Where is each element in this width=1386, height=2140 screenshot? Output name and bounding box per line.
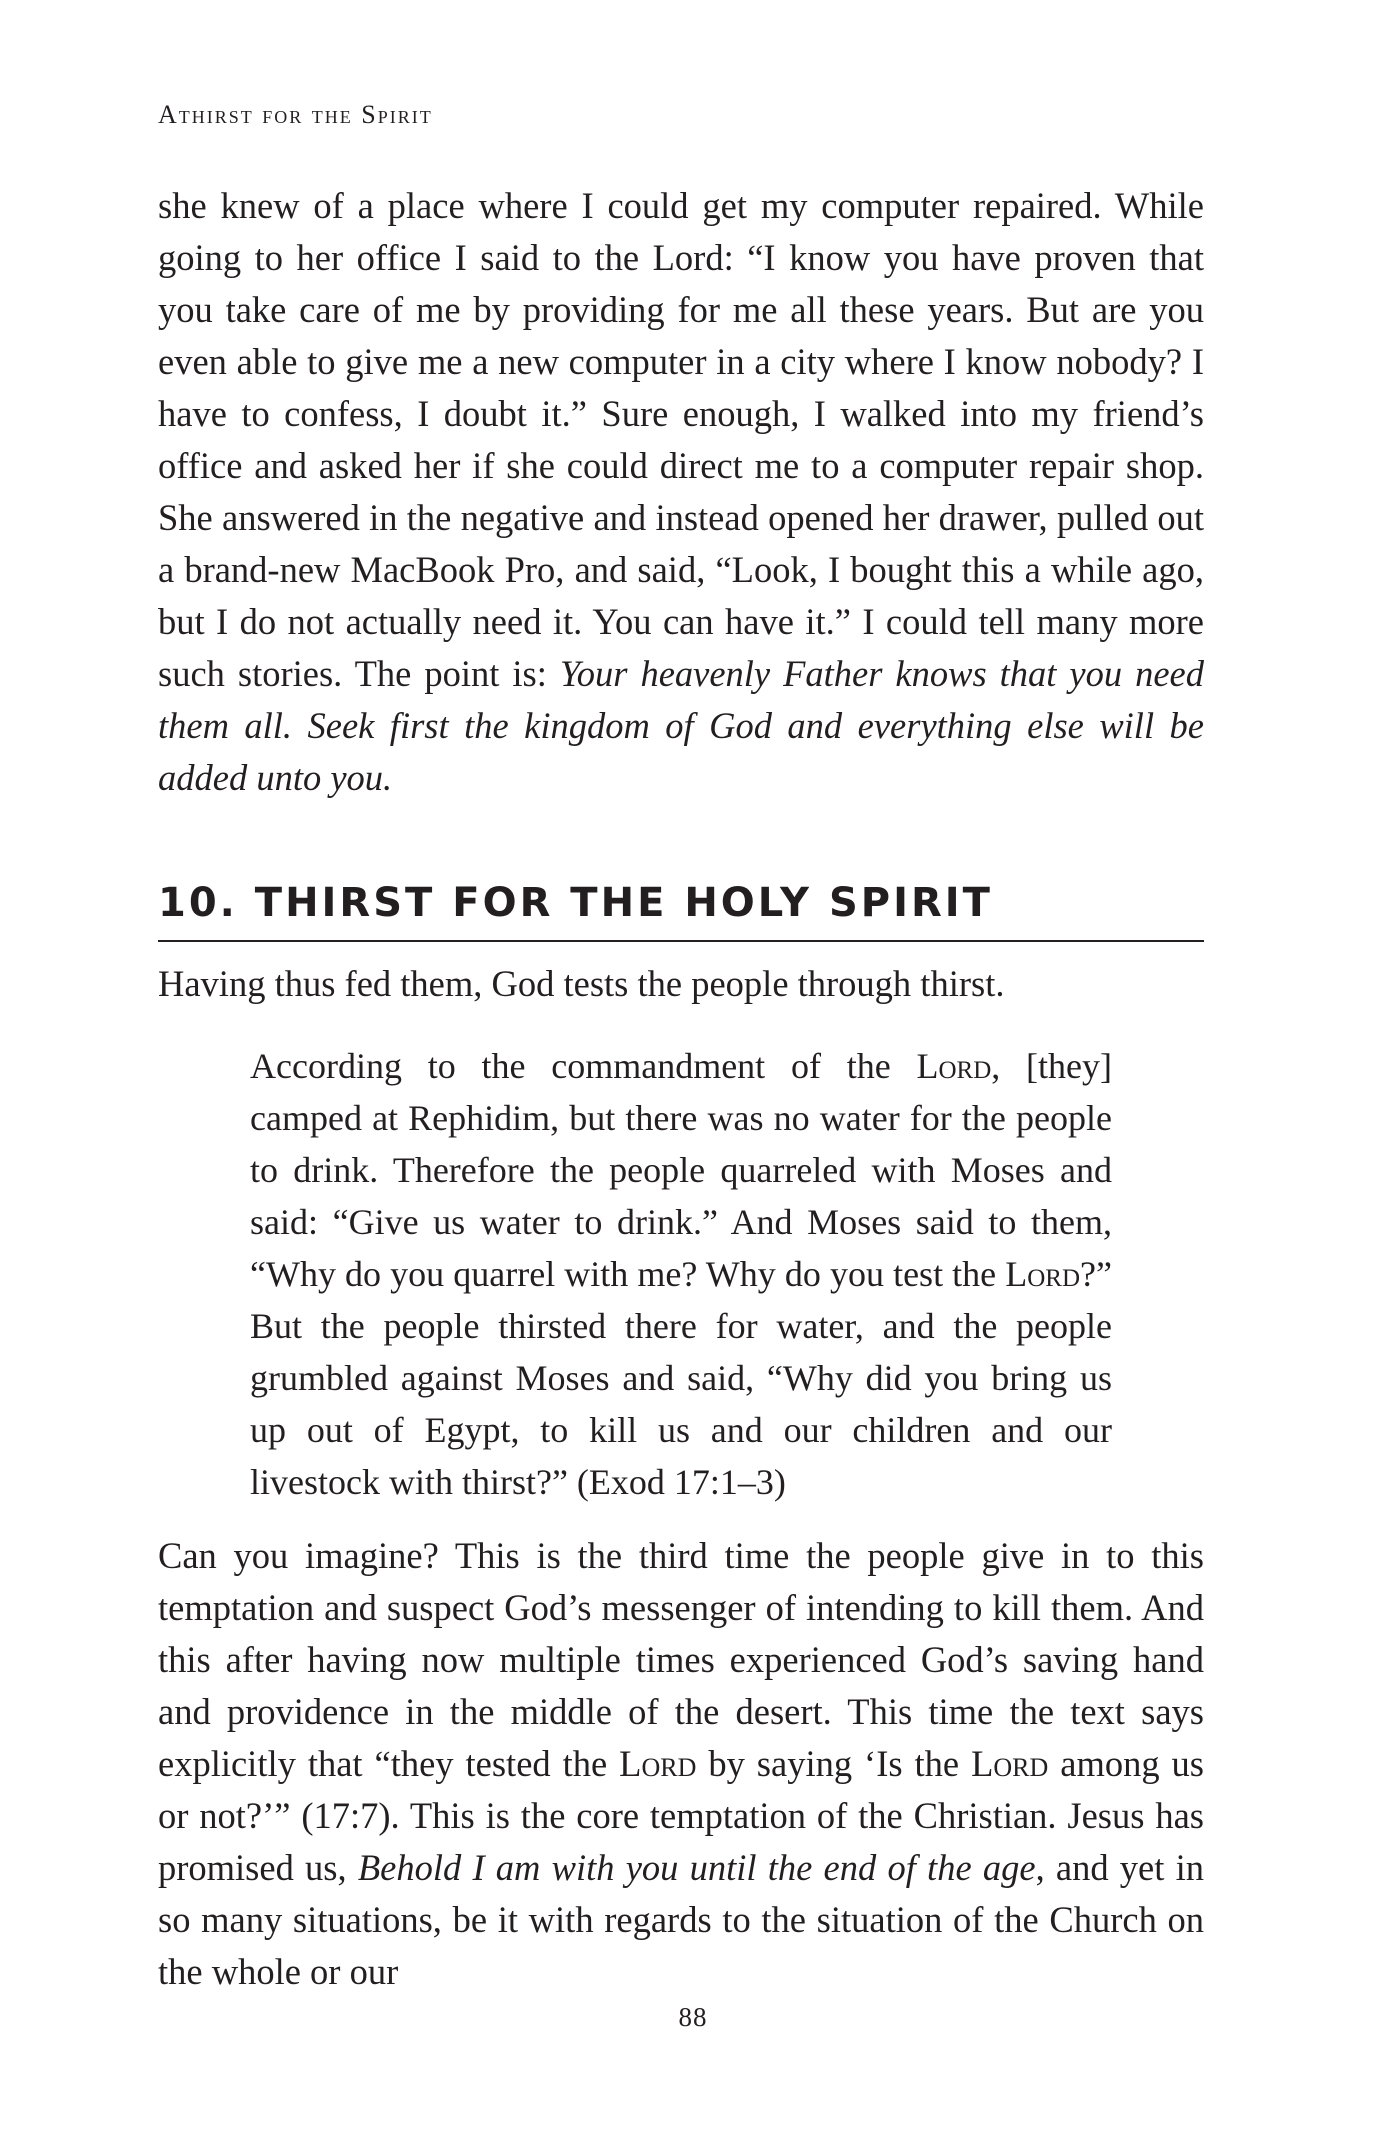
block-quote [250,1040,1112,1508]
section-heading: 10. THIRST FOR THE HOLY SPIRIT [158,880,1204,942]
quote-lord-2: Lord [1005,1254,1081,1294]
quote-text-1: According to the commandment of the [250,1046,917,1086]
page-number: 88 [678,2002,708,2032]
paragraph-3-text-2: by saying ‘Is the [696,1743,972,1784]
paragraph-3-text-1: Can you imagine? This is the third time the people give in to this temptation and suspect God’s messenger of intending to kill them. And this after having now multiple times experienced God’s saving hand and providence in the middle of the desert. This time the text says explicitly that “they tested the [158,1535,1204,1784]
quote-text-2: , [they] camped at Rephidim, but there was no water for the people to drink. Therefore the people quarreled with Moses and said: “Give us water to drink.” And Moses said to them, “Why do you quarrel with me? Why do you test the [250,1046,1112,1294]
body-paragraph-3 [158,1530,1204,1998]
paragraph-1-text: she knew of a place where I could get my computer repaired. While going to her office I said to the Lord: “I know you have proven that you take care of me by providing for me all these years. But are you even able to give me a new computer in a city where I know nobody? I have to confess, I doubt it.” Sure enough, I walked into my friend’s office and asked her if she could direct me to a computer repair shop. She answered in the negative and instead opened her drawer, pulled out a brand-new MacBook Pro, and said, “Look, I bought this a while ago, but I do not actually need it. You can have it.” I could tell many more such stories. The point is: [158,185,1204,694]
body-paragraph-2: Having thus fed them, God tests the people through thirst. [158,963,1005,1004]
running-head: Athirst for the Spirit [158,100,433,129]
paragraph-3-italic-text: Behold I am with you until the end of the age [357,1847,1036,1888]
paragraph-3-lord-2: Lord [971,1743,1049,1784]
quote-text-3: ?” But the people thirsted there for water, and the people grumbled against Moses and said, “Why did you bring us up out of Egypt, to kill us and our children and our livestock with thirst?” (Exod 17:1–3) [250,1254,1112,1502]
paragraph-3-lord-1: Lord [619,1743,697,1784]
paragraph-3-text-3: among us or not?’” (17:7). This is the core temptation of the Christian. Jesus has promised us, [158,1743,1205,1888]
paragraph-3-text-4: , and yet in so many situations, be it with regards to the situation of the Church on the whole or our [158,1847,1204,1992]
quote-lord-1: Lord [916,1046,992,1086]
paragraph-1-italic-text: Your heavenly Father knows that you need them all. Seek first the kingdom of God and everything else will be added unto you. [158,653,1204,798]
body-paragraph-1 [158,180,1204,804]
